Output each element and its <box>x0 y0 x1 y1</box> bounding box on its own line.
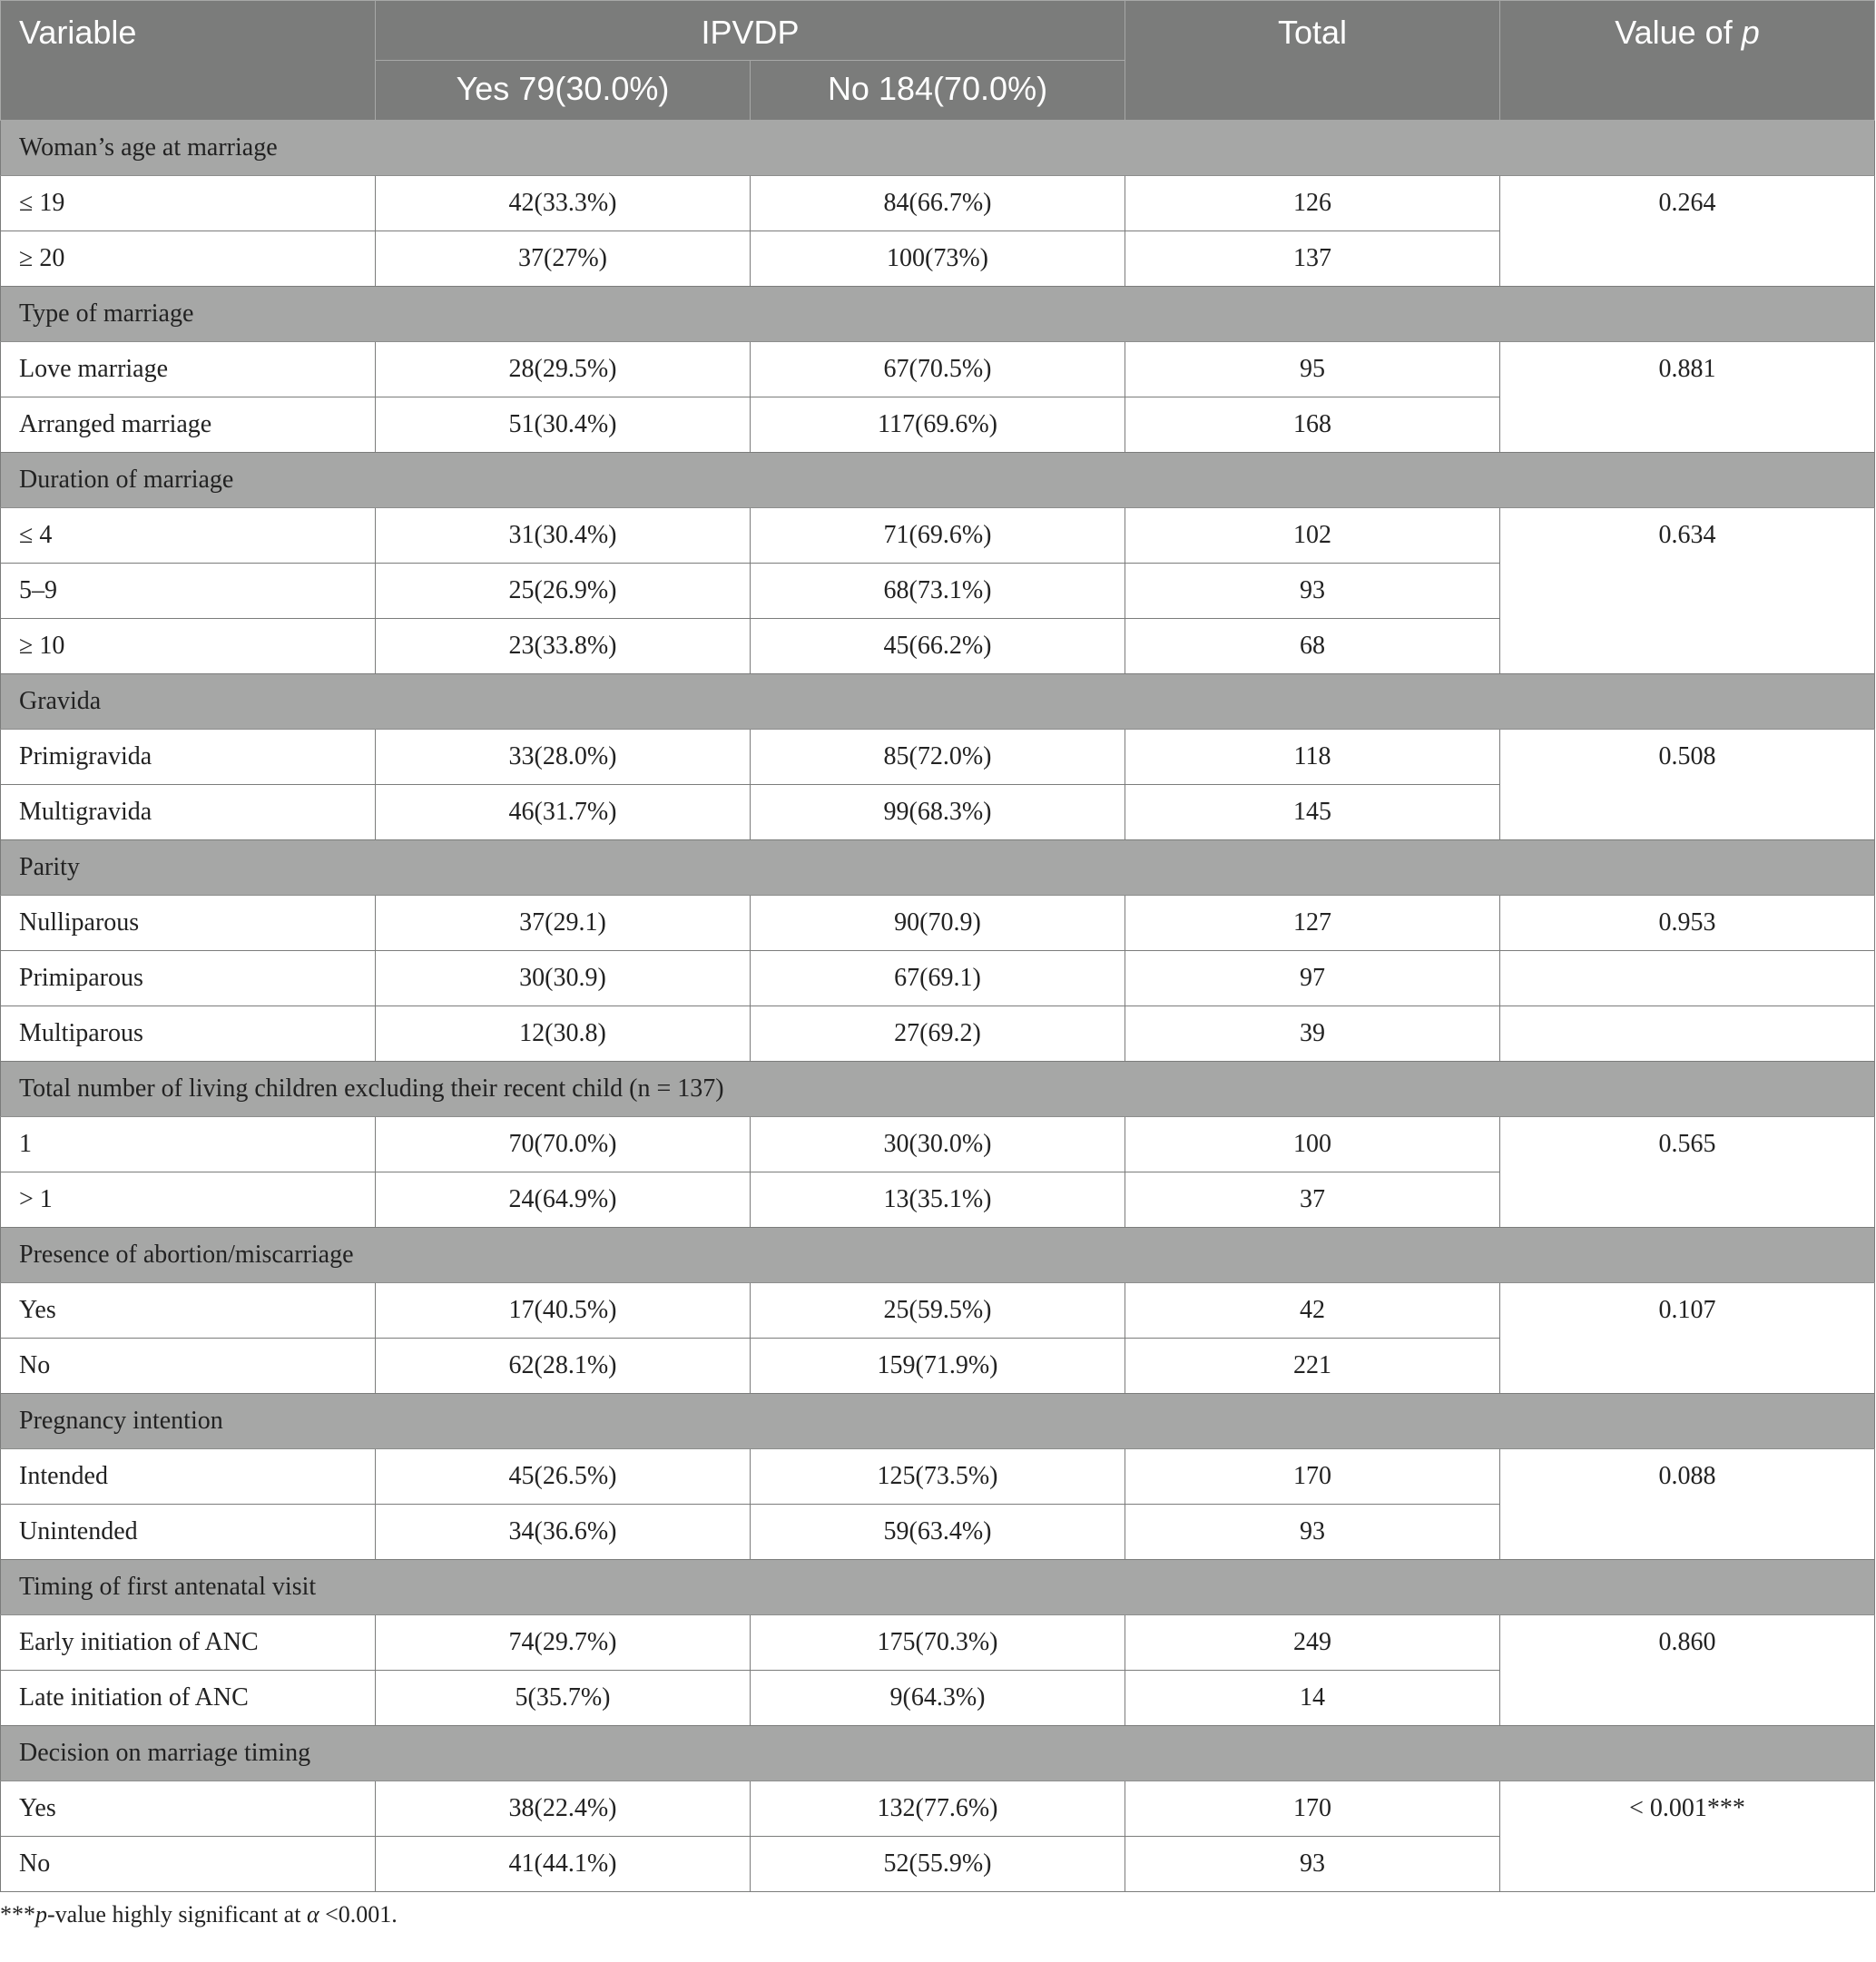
table-row <box>1 1283 1875 1339</box>
section-title: Presence of abortion/miscarriage <box>1 1228 1875 1283</box>
cell-total: 168 <box>1125 397 1500 453</box>
table-row <box>1 1615 1875 1671</box>
table-row <box>1 1449 1875 1505</box>
table-row <box>1 508 1875 564</box>
table-row <box>1 730 1875 785</box>
header-ipvdp: IPVDP <box>376 1 1125 61</box>
cell-pvalue: 0.107 <box>1500 1283 1875 1394</box>
row-label: Love marriage <box>1 342 376 397</box>
cell-yes: 23(33.8%) <box>376 619 751 674</box>
row-label: Multigravida <box>1 785 376 840</box>
cell-total: 145 <box>1125 785 1500 840</box>
cell-yes: 41(44.1%) <box>376 1837 751 1892</box>
cell-yes: 46(31.7%) <box>376 785 751 840</box>
cell-yes: 5(35.7%) <box>376 1671 751 1726</box>
cell-total: 170 <box>1125 1781 1500 1837</box>
cell-total: 68 <box>1125 619 1500 674</box>
row-label: Multiparous <box>1 1006 376 1062</box>
cell-no: 9(64.3%) <box>751 1671 1125 1726</box>
cell-yes: 25(26.9%) <box>376 564 751 619</box>
table-header <box>1 1 1875 121</box>
row-label: Early initiation of ANC <box>1 1615 376 1671</box>
cell-total: 39 <box>1125 1006 1500 1062</box>
row-label: > 1 <box>1 1172 376 1228</box>
section-title: Parity <box>1 840 1875 896</box>
cell-total: 127 <box>1125 896 1500 951</box>
cell-total: 42 <box>1125 1283 1500 1339</box>
row-label: ≥ 10 <box>1 619 376 674</box>
cell-total: 93 <box>1125 1505 1500 1560</box>
cell-pvalue <box>1500 951 1875 1006</box>
row-label: ≤ 19 <box>1 176 376 231</box>
cell-no: 25(59.5%) <box>751 1283 1125 1339</box>
row-label: 5–9 <box>1 564 376 619</box>
cell-total: 95 <box>1125 342 1500 397</box>
section-header-row <box>1 1560 1875 1615</box>
table-body <box>1 121 1875 1892</box>
row-label: Intended <box>1 1449 376 1505</box>
cell-no: 68(73.1%) <box>751 564 1125 619</box>
cell-total: 118 <box>1125 730 1500 785</box>
cell-no: 159(71.9%) <box>751 1339 1125 1394</box>
cell-yes: 62(28.1%) <box>376 1339 751 1394</box>
section-header-row <box>1 1726 1875 1781</box>
cell-no: 85(72.0%) <box>751 730 1125 785</box>
footnote-text1: -value highly significant at <box>47 1901 307 1928</box>
header-pvalue-prefix: Value of <box>1615 14 1733 51</box>
cell-total: 137 <box>1125 231 1500 287</box>
cell-total: 249 <box>1125 1615 1500 1671</box>
cell-total: 100 <box>1125 1117 1500 1172</box>
section-title: Duration of marriage <box>1 453 1875 508</box>
cell-pvalue: 0.881 <box>1500 342 1875 453</box>
row-label: ≤ 4 <box>1 508 376 564</box>
row-label: ≥ 20 <box>1 231 376 287</box>
cell-yes: 37(27%) <box>376 231 751 287</box>
footnote-text2: <0.001. <box>319 1901 398 1928</box>
cell-yes: 31(30.4%) <box>376 508 751 564</box>
section-header-row <box>1 1228 1875 1283</box>
row-label: No <box>1 1339 376 1394</box>
header-no: No 184(70.0%) <box>751 61 1125 121</box>
cell-total: 37 <box>1125 1172 1500 1228</box>
section-header-row <box>1 840 1875 896</box>
cell-no: 67(69.1) <box>751 951 1125 1006</box>
cell-yes: 42(33.3%) <box>376 176 751 231</box>
footnote-p: p <box>35 1901 47 1928</box>
cell-yes: 45(26.5%) <box>376 1449 751 1505</box>
cell-yes: 24(64.9%) <box>376 1172 751 1228</box>
section-title: Gravida <box>1 674 1875 730</box>
cell-pvalue <box>1500 1006 1875 1062</box>
section-title: Decision on marriage timing <box>1 1726 1875 1781</box>
cell-yes: 30(30.9) <box>376 951 751 1006</box>
cell-yes: 28(29.5%) <box>376 342 751 397</box>
header-variable: Variable <box>1 1 376 121</box>
section-title: Timing of first antenatal visit <box>1 1560 1875 1615</box>
header-total: Total <box>1125 1 1500 121</box>
cell-pvalue: 0.565 <box>1500 1117 1875 1228</box>
header-pvalue-letter: p <box>1741 14 1760 51</box>
row-label: Yes <box>1 1283 376 1339</box>
cell-total: 126 <box>1125 176 1500 231</box>
cell-no: 67(70.5%) <box>751 342 1125 397</box>
row-label: 1 <box>1 1117 376 1172</box>
cell-no: 125(73.5%) <box>751 1449 1125 1505</box>
row-label: Unintended <box>1 1505 376 1560</box>
row-label: Nulliparous <box>1 896 376 951</box>
cell-no: 13(35.1%) <box>751 1172 1125 1228</box>
row-label: Primiparous <box>1 951 376 1006</box>
header-pvalue <box>1500 1 1875 121</box>
table-row <box>1 1006 1875 1062</box>
cell-pvalue: < 0.001*** <box>1500 1781 1875 1892</box>
cell-yes: 17(40.5%) <box>376 1283 751 1339</box>
table-row <box>1 896 1875 951</box>
cell-yes: 70(70.0%) <box>376 1117 751 1172</box>
section-title: Pregnancy intention <box>1 1394 1875 1449</box>
cell-pvalue: 0.860 <box>1500 1615 1875 1726</box>
cell-pvalue: 0.634 <box>1500 508 1875 674</box>
cell-no: 84(66.7%) <box>751 176 1125 231</box>
cell-pvalue: 0.264 <box>1500 176 1875 287</box>
cell-pvalue: 0.088 <box>1500 1449 1875 1560</box>
table-row <box>1 176 1875 231</box>
section-header-row <box>1 287 1875 342</box>
row-label: No <box>1 1837 376 1892</box>
cell-no: 27(69.2) <box>751 1006 1125 1062</box>
cell-total: 93 <box>1125 564 1500 619</box>
footnote-stars: *** <box>0 1901 35 1928</box>
cell-no: 71(69.6%) <box>751 508 1125 564</box>
cell-no: 59(63.4%) <box>751 1505 1125 1560</box>
cell-yes: 51(30.4%) <box>376 397 751 453</box>
row-label: Yes <box>1 1781 376 1837</box>
section-header-row <box>1 674 1875 730</box>
cell-yes: 37(29.1) <box>376 896 751 951</box>
cell-no: 175(70.3%) <box>751 1615 1125 1671</box>
cell-no: 117(69.6%) <box>751 397 1125 453</box>
section-header-row <box>1 121 1875 176</box>
cell-yes: 12(30.8) <box>376 1006 751 1062</box>
cell-total: 93 <box>1125 1837 1500 1892</box>
cell-total: 102 <box>1125 508 1500 564</box>
section-header-row <box>1 1394 1875 1449</box>
section-title: Total number of living children excluding their recent child (n = 137) <box>1 1062 1875 1117</box>
table-row <box>1 951 1875 1006</box>
cell-pvalue: 0.508 <box>1500 730 1875 840</box>
section-header-row <box>1 453 1875 508</box>
footnote-alpha: α <box>306 1901 319 1928</box>
row-label: Late initiation of ANC <box>1 1671 376 1726</box>
cell-yes: 34(36.6%) <box>376 1505 751 1560</box>
table-row <box>1 1117 1875 1172</box>
cell-yes: 38(22.4%) <box>376 1781 751 1837</box>
cell-no: 90(70.9) <box>751 896 1125 951</box>
cell-no: 45(66.2%) <box>751 619 1125 674</box>
row-label: Arranged marriage <box>1 397 376 453</box>
section-header-row <box>1 1062 1875 1117</box>
row-label: Primigravida <box>1 730 376 785</box>
cell-yes: 74(29.7%) <box>376 1615 751 1671</box>
cell-total: 221 <box>1125 1339 1500 1394</box>
cell-pvalue: 0.953 <box>1500 896 1875 951</box>
cell-no: 30(30.0%) <box>751 1117 1125 1172</box>
cell-yes: 33(28.0%) <box>376 730 751 785</box>
cell-total: 14 <box>1125 1671 1500 1726</box>
cell-total: 170 <box>1125 1449 1500 1505</box>
cell-no: 99(68.3%) <box>751 785 1125 840</box>
table-row <box>1 1781 1875 1837</box>
header-yes: Yes 79(30.0%) <box>376 61 751 121</box>
footnote <box>0 1901 1876 1928</box>
cell-no: 52(55.9%) <box>751 1837 1125 1892</box>
cell-no: 100(73%) <box>751 231 1125 287</box>
cell-no: 132(77.6%) <box>751 1781 1125 1837</box>
section-title: Woman’s age at marriage <box>1 121 1875 176</box>
table-row <box>1 342 1875 397</box>
cell-total: 97 <box>1125 951 1500 1006</box>
section-title: Type of marriage <box>1 287 1875 342</box>
